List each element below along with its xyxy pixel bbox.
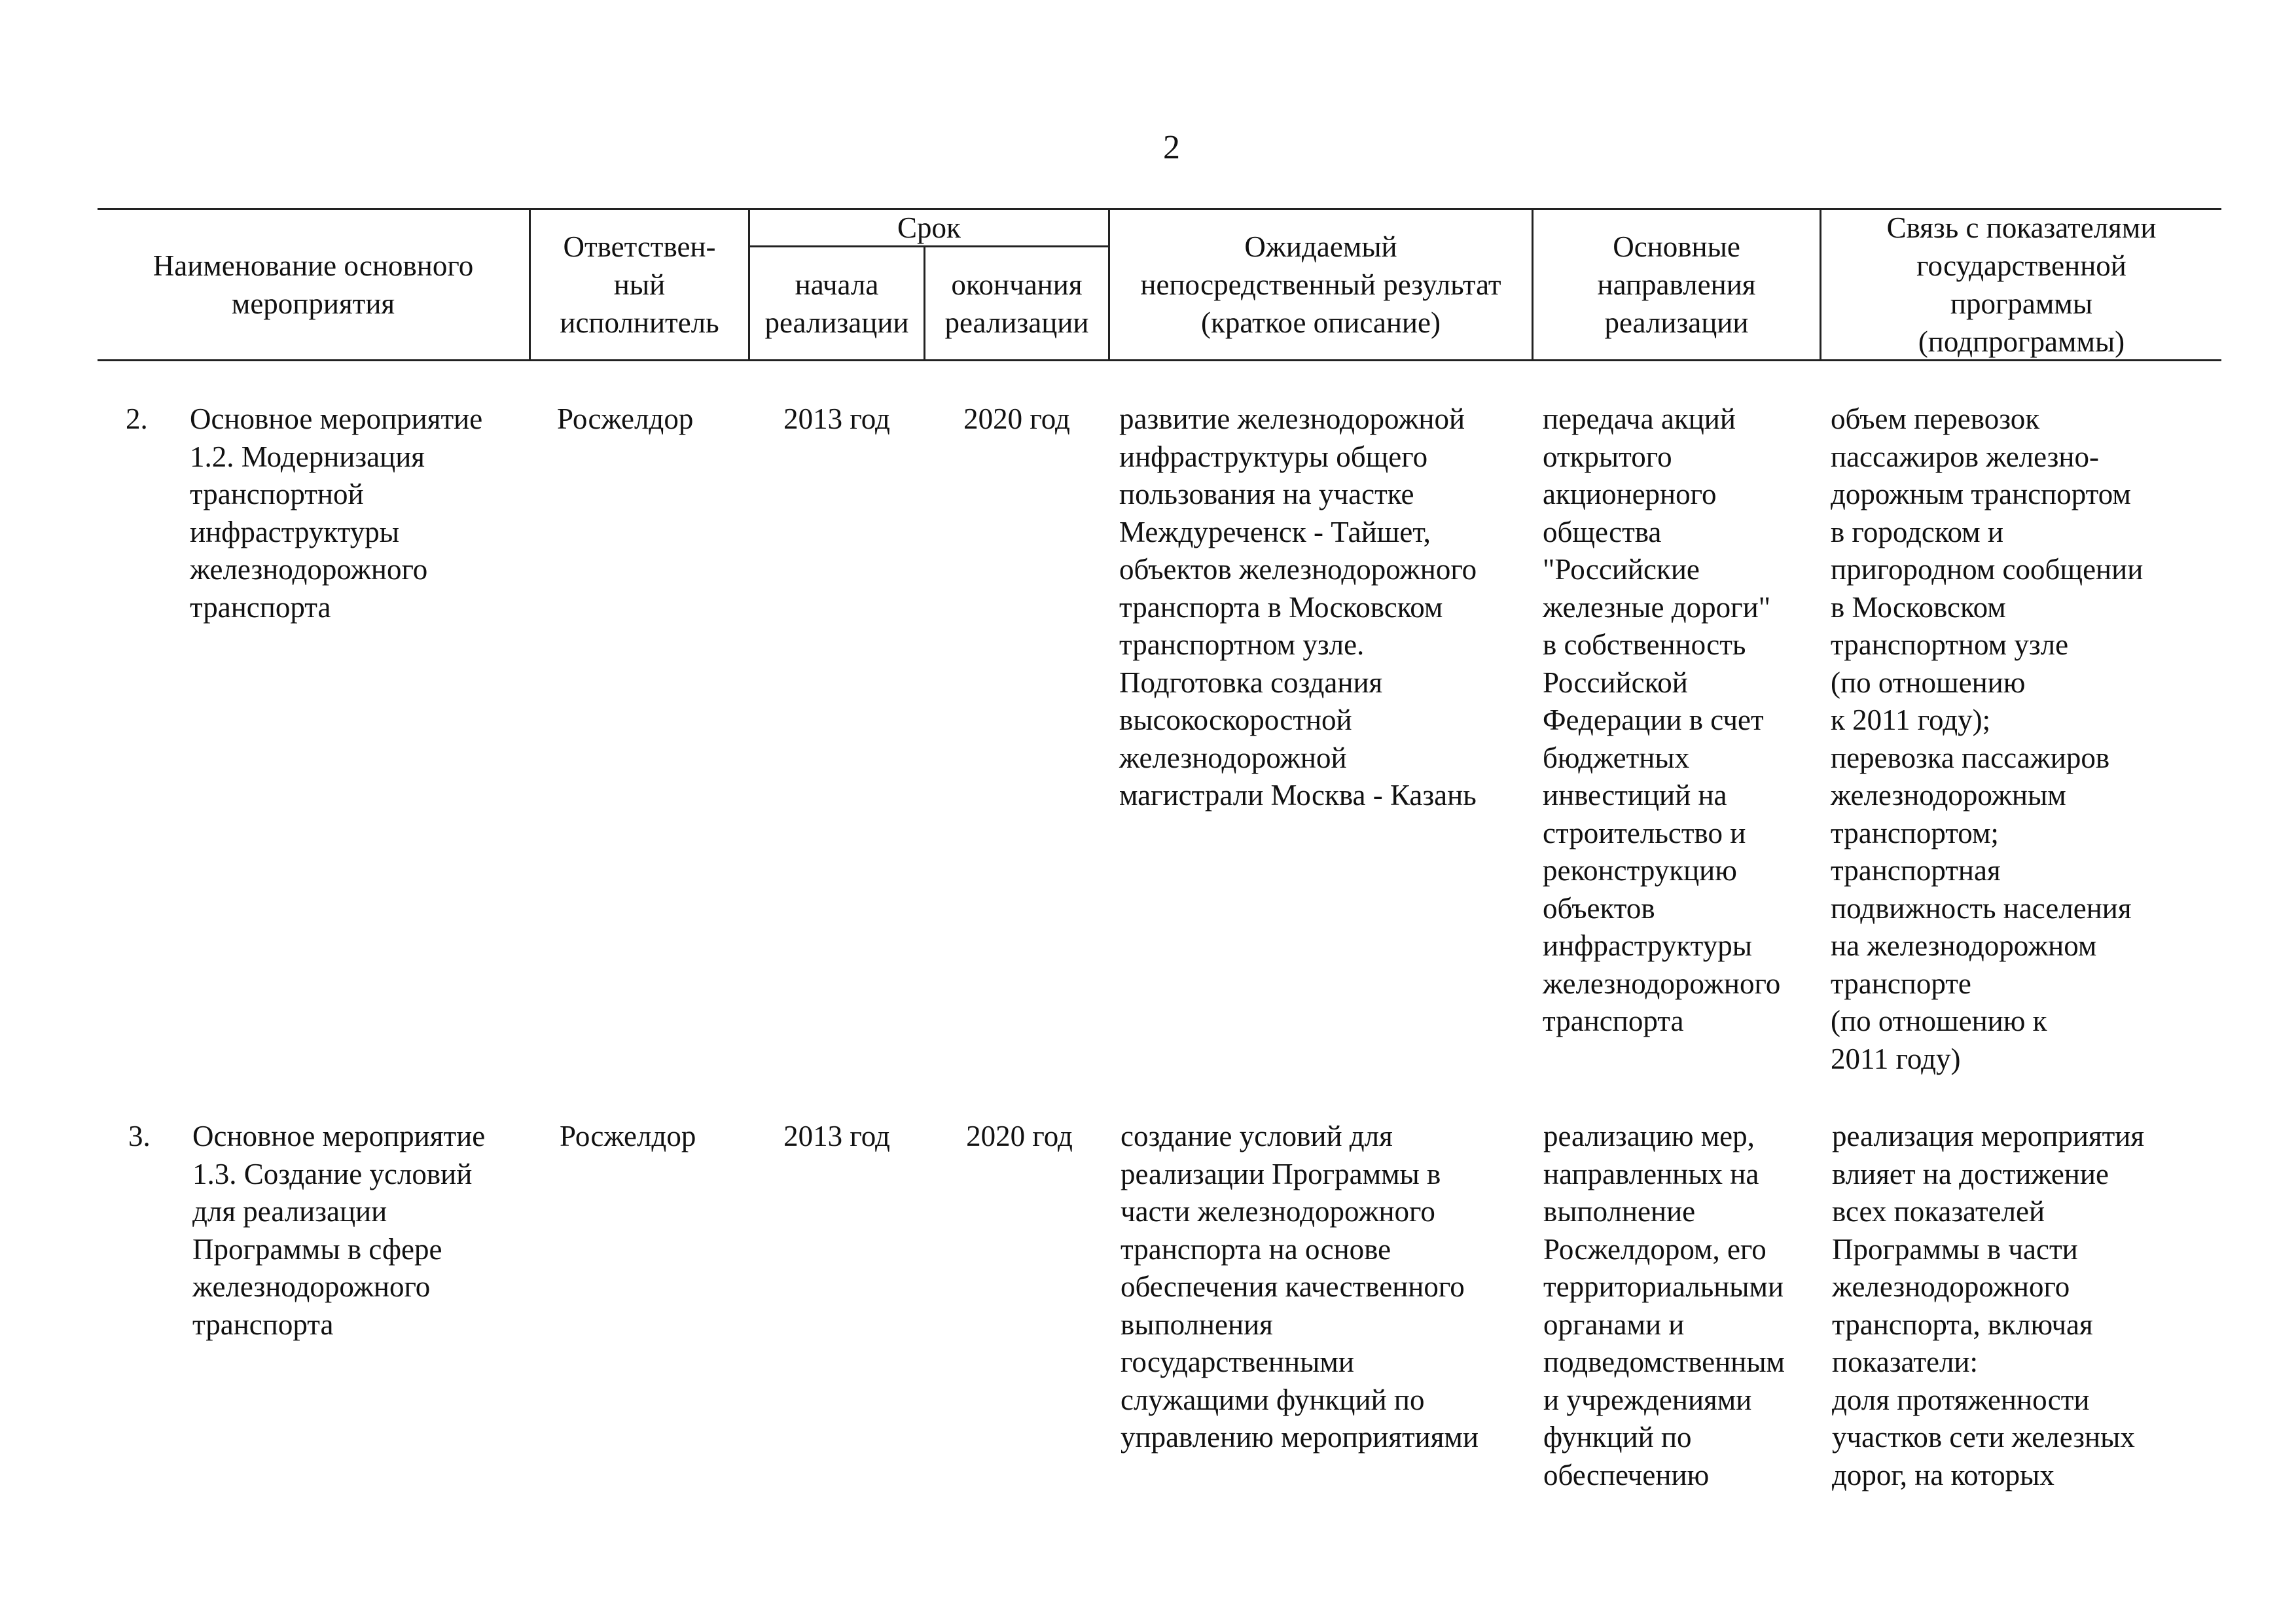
responsible-executor: Росжелдор (560, 1120, 696, 1152)
page-number: 2 (1163, 129, 1180, 166)
expected-result: развитие железнодорожной инфраструктуры общего пользования на участке Междуреченск - Тайшет, объектов железнодорожного транспорта в Московском транспортном узле. Подготовка создания высокоскоростной железнодорожной магистрали Москва - Казань (1119, 402, 1477, 812)
header-responsible-executor: Ответствен- ный исполнитель (560, 230, 719, 339)
main-directions: передача акций открытого акционерного общества "Российские железные дороги" в собственность Российской Федерации в счет бюджетных инвестиций на строительство и реконструкцию объектов инфраструктуры железнодорожного транспорта (1543, 402, 1781, 1037)
header-end: окончания реализации (944, 268, 1089, 339)
indicator-link: реализация мероприятия влияет на достижение всех показателей Программы в части железнодорожного транспорта, включая показатели: доля протяженности участков сети железных дорог, на которых (1832, 1120, 2145, 1491)
row-number: 2. (126, 402, 148, 435)
header-start: начала реализации (764, 268, 909, 339)
expected-result: создание условий для реализации Программы в части железнодорожного транспорта на основе обеспечения качественного выполнения государственными служащими функций по управлению мероприятиями (1121, 1120, 1479, 1454)
header-term: Срок (897, 211, 961, 244)
header-activity-name: Наименование основного мероприятия (152, 249, 474, 320)
header-main-directions: Основные направления реализации (1597, 230, 1756, 339)
row-number: 3. (128, 1120, 151, 1152)
activity-name: Основное мероприятие 1.3. Создание условий для реализации Программы в сфере железнодорожного транспорта (192, 1120, 486, 1341)
start-year: 2013 год (783, 1120, 890, 1152)
activity-name: Основное мероприятие 1.2. Модернизация транспортной инфраструктуры железнодорожного транспорта (190, 402, 483, 624)
main-directions: реализацию мер, направленных на выполнение Росжелдором, его территориальными органами и подведомственным и учреждениями функций по обеспечению (1543, 1120, 1785, 1491)
responsible-executor: Росжелдор (557, 402, 694, 435)
indicator-link: объем перевозок пассажиров железно- дорожным транспортом в городском и пригородном сообщении в Московском транспортном узле (по отношению к 2011 году); перевозка пассажиров железнодорожным транспортом; транспортная подвижность населения на железнодорожном транспорте (по отношению к 2011 году) (1831, 402, 2144, 1075)
end-year: 2020 год (966, 1120, 1073, 1152)
end-year: 2020 год (963, 402, 1070, 435)
header-expected-result: Ожидаемый непосредственный результат (краткое описание) (1140, 230, 1501, 339)
start-year: 2013 год (783, 402, 890, 435)
header-indicator-link: Связь с показателями государственной программы (подпрограммы) (1886, 211, 2157, 358)
